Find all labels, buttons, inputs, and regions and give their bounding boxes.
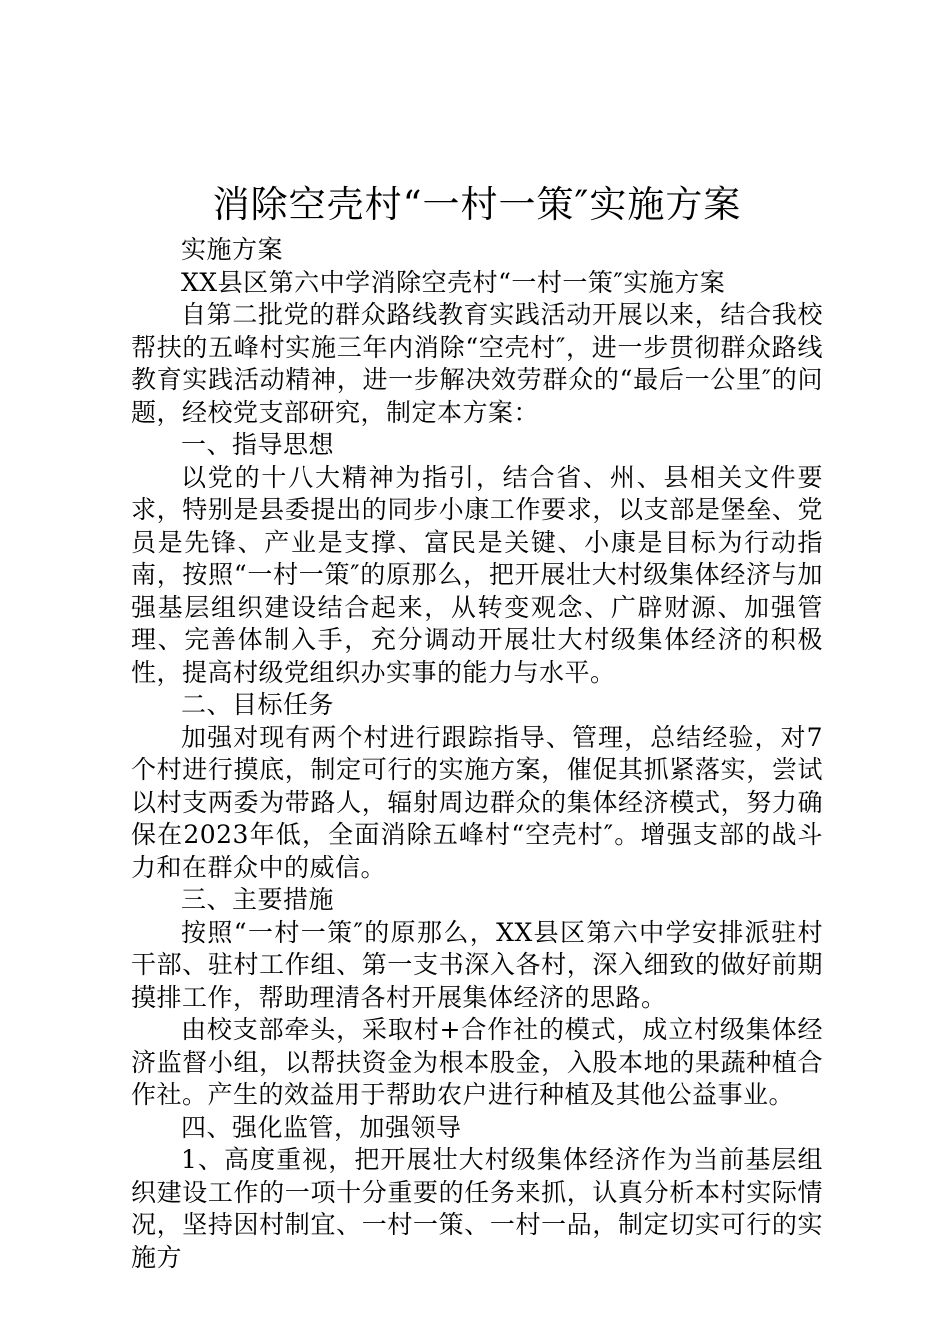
paragraph-measures-1: 按照“一村一策″的原那么，XX县区第六中学安排派驻村干部、驻村工作组、第一支书深入各村，深入细致的做好前期摸排工作，帮助理清各村开展集体经济的思路。 — [131, 917, 823, 1012]
paragraph-goals: 加强对现有两个村进行跟踪指导、管理，总结经验，对7个村进行摸底，制定可行的实施方案，催促其抓紧落实，尝试以村支两委为带路人，辐射周边群众的集体经济模式，努力确保在2023年低，全面消除五峰村“空壳村″。增强支部的战斗力和在群众中的威信。 — [131, 722, 823, 882]
paragraph-measures-2: 由校支部牵头，采取村+合作社的模式，成立村级集体经济监督小组，以帮扶资金为根本股金，入股本地的果蔬种植合作社。产生的效益用于帮助农户进行种植及其他公益事业。 — [131, 1015, 823, 1109]
document-title: 消除空壳村“一村一策″实施方案 — [212, 183, 742, 226]
paragraph-intro: 自第二批党的群众路线教育实践活动开展以来，结合我校帮扶的五峰村实施三年内消除“空壳村″，进一步贯彻群众路线教育实践活动精神，进一步解决效劳群众的“最后一公里″的问题，经校党支部研究，制定本方案： — [131, 300, 823, 427]
section-heading-guiding-thought: 一、指导思想 — [181, 430, 335, 459]
document-page — [131, 178, 823, 1274]
section-heading-supervision: 四、强化监管，加强领导 — [181, 1112, 462, 1142]
paragraph-heading-plan: 实施方案 — [181, 235, 284, 264]
paragraph-supervision-1: 1、高度重视，把开展壮大村级集体经济作为当前基层组织建设工作的一项十分重要的任务来抓，认真分析本村实际情况，坚持因村制宜、一村一策、一村一品，制定切实可行的实施方 — [131, 1145, 823, 1272]
paragraph-guiding-thought: 以党的十八大精神为指引，结合省、州、县相关文件要求，特别是县委提出的同步小康工作要求，以支部是堡垒、党员是先锋、产业是支撑、富民是关键、小康是目标为行动指南，按照“一村一策″的原那么，把开展壮大村级集体经济与加强基层组织建设结合起来，从转变观念、广辟财源、加强管理、完善体制入手，充分调动开展壮大村级集体经济的积极性，提高村级党组织办实事的能力与水平。 — [131, 462, 823, 687]
paragraph-subtitle: XX县区第六中学消除空壳村“一村一策″实施方案 — [181, 267, 726, 297]
section-heading-measures: 三、主要措施 — [181, 885, 335, 914]
section-heading-goals: 二、目标任务 — [181, 690, 335, 719]
